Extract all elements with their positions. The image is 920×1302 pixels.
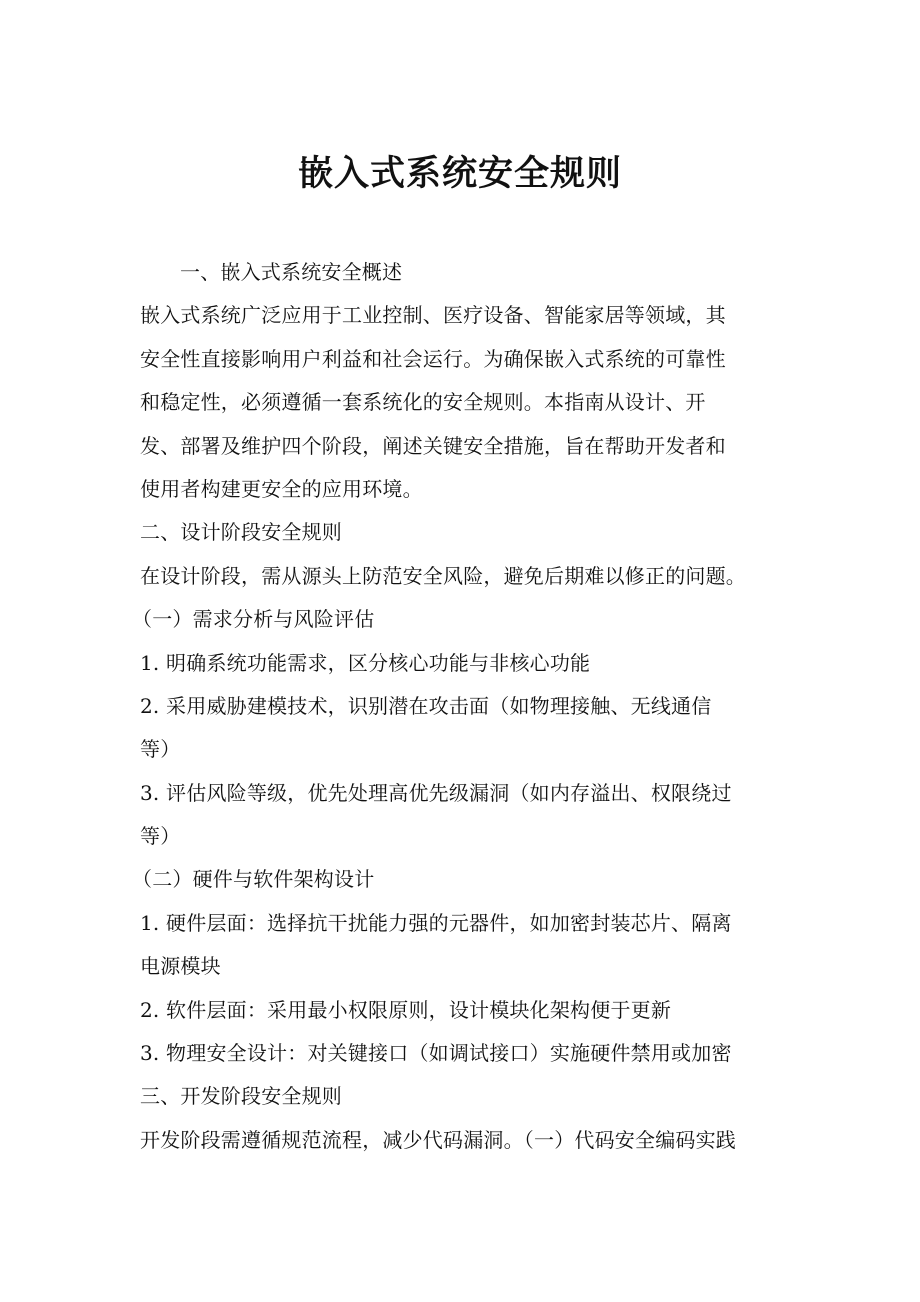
paragraph-line: 和稳定性，必须遵循一套系统化的安全规则。本指南从设计、开 bbox=[140, 390, 706, 415]
subsection-heading: （二）硬件与软件架构设计 bbox=[132, 867, 375, 892]
section-heading-development: 三、开发阶段安全规则 bbox=[140, 1084, 342, 1109]
paragraph-line: 开发阶段需遵循规范流程，减少代码漏洞。（一）代码安全编码实践 bbox=[140, 1127, 736, 1152]
paragraph-line: 在设计阶段，需从源头上防范安全风险，避免后期难以修正的问题。 bbox=[140, 563, 746, 588]
list-item: 2. 软件层面：采用最小权限原则，设计模块化架构便于更新 bbox=[140, 997, 672, 1022]
paragraph-line: 安全性直接影响用户利益和社会运行。为确保嵌入式系统的可靠性 bbox=[140, 346, 726, 371]
list-item-continuation: 等） bbox=[140, 737, 181, 762]
document-title: 嵌入式系统安全规则 bbox=[297, 154, 622, 194]
list-item: 3. 评估风险等级，优先处理高优先级漏洞（如内存溢出、权限绕过 bbox=[140, 780, 732, 805]
document-body bbox=[132, 251, 780, 1162]
paragraph-line: 发、部署及维护四个阶段，阐述关键安全措施，旨在帮助开发者和 bbox=[140, 433, 726, 458]
subsection-heading: （一）需求分析与风险评估 bbox=[132, 607, 375, 632]
paragraph-line: 使用者构建更安全的应用环境。 bbox=[140, 476, 423, 501]
list-item: 3. 物理安全设计：对关键接口（如调试接口）实施硬件禁用或加密 bbox=[140, 1041, 732, 1066]
list-item-continuation: 等） bbox=[140, 824, 181, 849]
list-item: 1. 明确系统功能需求，区分核心功能与非核心功能 bbox=[140, 650, 591, 675]
list-item-continuation: 电源模块 bbox=[140, 954, 221, 979]
section-heading-overview: 一、嵌入式系统安全概述 bbox=[180, 260, 403, 284]
list-item: 1. 硬件层面：选择抗干扰能力强的元器件，如加密封装芯片、隔离 bbox=[140, 910, 732, 935]
section-heading-design: 二、设计阶段安全规则 bbox=[140, 520, 342, 545]
paragraph-line: 嵌入式系统广泛应用于工业控制、医疗设备、智能家居等领域，其 bbox=[140, 303, 726, 328]
list-item: 2. 采用威胁建模技术，识别潜在攻击面（如物理接触、无线通信 bbox=[140, 693, 712, 718]
